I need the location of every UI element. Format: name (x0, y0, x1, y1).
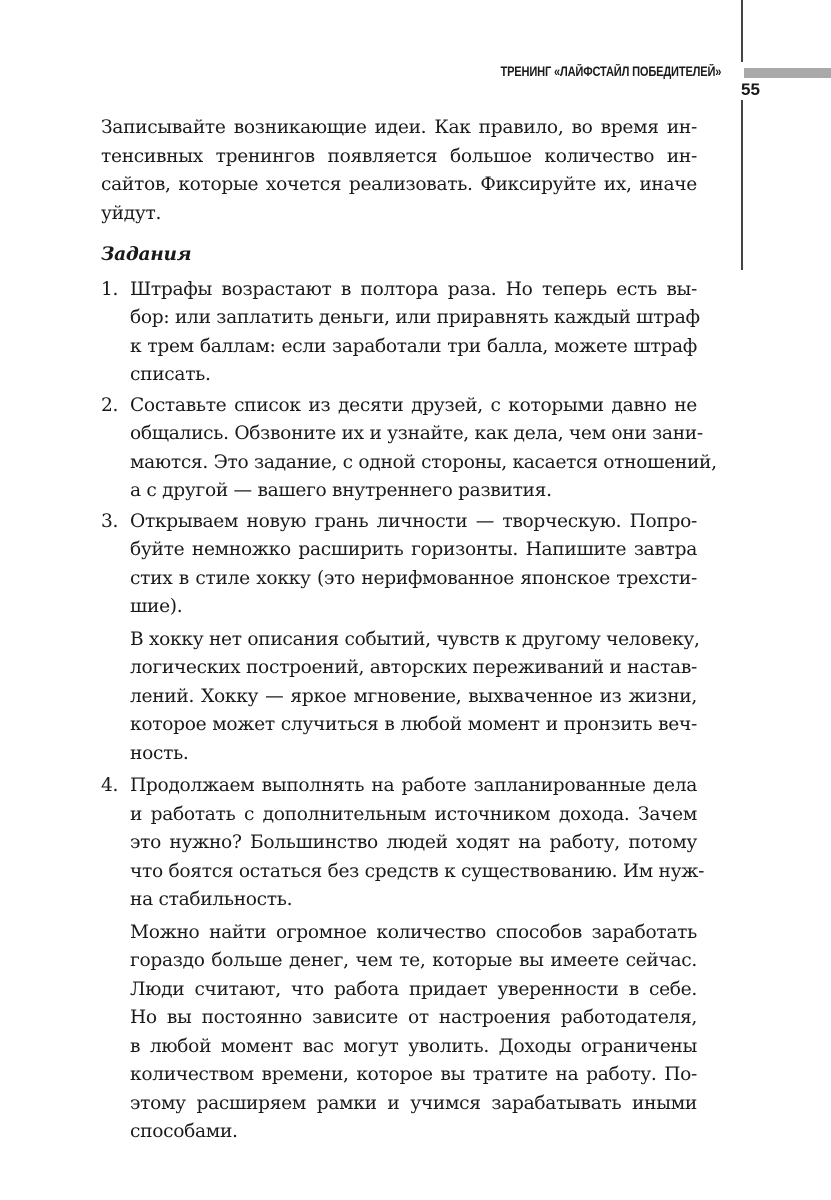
text-line: Штрафы возрастают в полтора раза. Но теперь есть вы- (130, 278, 697, 300)
page-body (101, 114, 717, 1151)
intro-paragraph (101, 114, 697, 228)
text-line: что боятся остаться без средств к существованию. Им нуж- (130, 860, 705, 882)
header-tab-bar (744, 68, 831, 78)
text-line: маются. Это задание, с одной стороны, касается отношений, (130, 451, 717, 473)
task-item (101, 392, 717, 506)
running-title: ТРЕНИНГ «ЛАЙФСТАЙЛ ПОБЕДИТЕЛЕЙ» (500, 64, 721, 79)
text-line: логических построений, авторских переживаний и настав- (130, 657, 697, 678)
text-line: Составьте список из десяти друзей, с которыми давно не (130, 394, 697, 416)
text-line: Но вы постоянно зависите от настроения работодателя, (130, 1007, 697, 1028)
section-heading: Задания (101, 244, 192, 265)
text-line: стих в стиле хокку (это нерифмованное японское трехсти- (130, 567, 697, 589)
margin-rule-top (741, 0, 743, 62)
text-line: гораздо больше денег, чем те, которые вы имеете сейчас. (130, 950, 697, 971)
text-line: шие). (130, 596, 183, 617)
task-note-paragraph (101, 626, 700, 769)
text-line: а с другой — вашего внутреннего развития. (130, 480, 552, 501)
task-number: 4. (101, 775, 119, 796)
text-line: Открываем новую грань личности — творческую. Попро- (130, 510, 697, 532)
task-list (101, 276, 717, 1147)
text-line: списать. (130, 364, 211, 385)
text-line: на стабильность. (130, 889, 293, 910)
task-item (101, 772, 705, 915)
text-line: сайтов, которые хочется реализовать. Фиксируйте их, иначе (101, 174, 697, 195)
text-line: это нужно? Большинство людей ходят на работу, потому (130, 832, 697, 853)
task-item (101, 508, 697, 622)
task-item (101, 276, 700, 390)
text-line: способами. (130, 1121, 238, 1142)
text-line: Записывайте возникающие идеи. Как правило, во время ин- (101, 117, 697, 138)
text-line: этому расширяем рамки и учимся зарабатывать иными (130, 1092, 697, 1114)
text-line: уйдут. (101, 202, 162, 224)
text-line: общались. Обзвоните их и узнайте, как дела, чем они зани- (130, 423, 703, 444)
text-line: к трем баллам: если заработали три балла, можете штраф (130, 335, 697, 357)
text-line: бор: или заплатить деньги, или приравнять каждый штраф (130, 307, 700, 328)
text-line: лений. Хокку — яркое мгновение, выхваченное из жизни, (130, 685, 697, 707)
task-number: 3. (101, 510, 119, 532)
text-line: в любой момент вас могут уволить. Доходы ограничены (130, 1035, 697, 1057)
text-line: тенсивных тренингов появляется большое количество ин- (101, 145, 697, 167)
task-number: 2. (101, 394, 119, 416)
text-line: Люди считают, что работа придает уверенности в себе. (130, 978, 697, 1000)
task-number: 1. (101, 278, 119, 300)
text-line: В хокку нет описания событий, чувств к другому человеку, (130, 628, 700, 650)
task-note-paragraph (101, 919, 697, 1147)
text-line: ность. (130, 742, 189, 764)
margin-rule-bottom (741, 100, 743, 270)
text-line: Продолжаем выполнять на работе запланированные дела (130, 775, 697, 796)
page-number: 55 (741, 80, 760, 99)
text-line: буйте немножко расширить горизонты. Напишите завтра (130, 539, 697, 560)
text-line: количеством времени, которое вы тратите на работу. По- (130, 1064, 697, 1085)
text-line: которое может случиться в любой момент и пронзить веч- (130, 714, 697, 735)
text-line: и работать с дополнительным источником дохода. Зачем (130, 803, 697, 825)
text-line: Можно найти огромное количество способов заработать (130, 921, 697, 943)
